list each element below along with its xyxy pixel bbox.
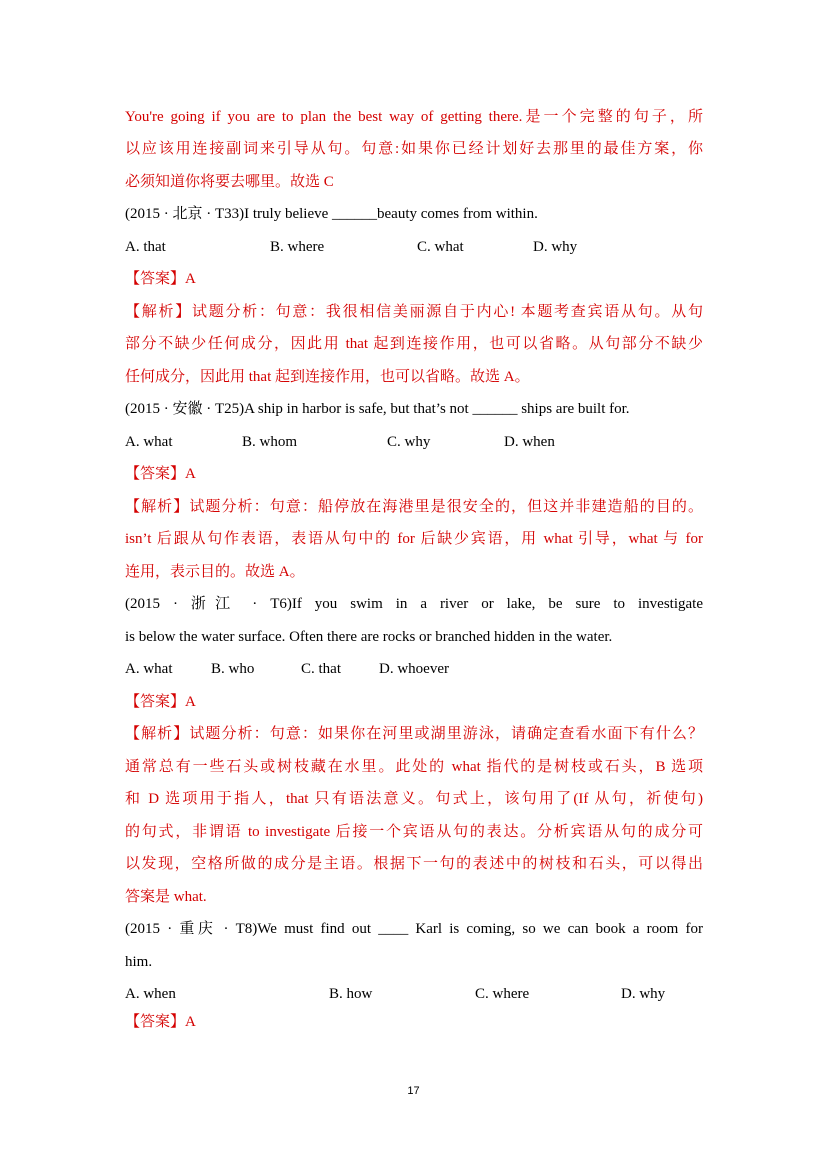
analysis-line: 答案是 what. bbox=[125, 889, 207, 905]
option-a: A. what bbox=[125, 661, 173, 677]
answer-label: 【答案】A bbox=[125, 1014, 196, 1030]
analysis-line: 通常总有一些石头或树枝藏在水里。此处的 what 指代的是树枝或石头，B 选项 bbox=[125, 759, 703, 775]
question-stem: (2015 · 浙江 · T6)If you swim in a river or lake, be sure to investigate bbox=[125, 596, 703, 612]
page-number: 17 bbox=[407, 1085, 420, 1097]
question-stem: (2015 · 北京 · T33)I truly believe ______beauty comes from within. bbox=[125, 206, 538, 222]
option-a: A. that bbox=[125, 239, 166, 255]
option-b: B. who bbox=[211, 661, 255, 677]
option-a: A. what bbox=[125, 434, 173, 450]
option-c: C. that bbox=[301, 661, 341, 677]
option-d: D. why bbox=[621, 986, 666, 1002]
option-b: B. whom bbox=[242, 434, 298, 450]
answer-label: 【答案】A bbox=[125, 271, 196, 287]
answer-label: 【答案】A bbox=[125, 466, 196, 482]
option-d: D. whoever bbox=[379, 661, 449, 677]
analysis-line: 以发现，空格所做的成分是主语。根据下一句的表述中的树枝和石头，可以得出 bbox=[125, 856, 703, 872]
analysis-line: 的句式，非谓语 to investigate 后接一个宾语从句的表达。分析宾语从句的成分可 bbox=[125, 824, 703, 840]
analysis-line: 必须知道你将要去哪里。故选 C bbox=[125, 174, 334, 190]
analysis-line: 【解析】试题分析：句意：如果你在河里或湖里游泳，请确定查看水面下有什么？ bbox=[125, 726, 703, 742]
option-d: D. why bbox=[533, 239, 578, 255]
question-stem: (2015 · 安徽 · T25)A ship in harbor is safe, but that’s not ______ ships are built for. bbox=[125, 401, 630, 417]
analysis-line: isn’t 后跟从句作表语，表语从句中的 for 后缺少宾语，用 what 引导，what 与 for bbox=[125, 531, 703, 547]
option-c: C. why bbox=[387, 434, 431, 450]
answer-label: 【答案】A bbox=[125, 694, 196, 710]
question-stem: (2015 · 重庆 · T8)We must find out ____ Karl is coming, so we can book a room for bbox=[125, 921, 703, 937]
analysis-line: 以应该用连接副词来引导从句。句意:如果你已经计划好去那里的最佳方案，你 bbox=[125, 141, 703, 157]
options-row bbox=[125, 432, 703, 452]
question-stem: him. bbox=[125, 954, 153, 970]
analysis-line: 【解析】试题分析：句意：船停放在海港里是很安全的，但这并非建造船的目的。 bbox=[125, 499, 703, 515]
analysis-line: 【解析】试题分析：句意：我很相信美丽源自于内心! 本题考查宾语从句。从句 bbox=[125, 304, 703, 320]
option-b: B. how bbox=[329, 986, 373, 1002]
option-a: A. when bbox=[125, 986, 176, 1002]
analysis-line: 连用，表示目的。故选 A。 bbox=[125, 564, 305, 580]
options-row bbox=[125, 659, 703, 679]
option-d: D. when bbox=[504, 434, 555, 450]
option-c: C. what bbox=[417, 239, 464, 255]
option-b: B. where bbox=[270, 239, 325, 255]
analysis-line: 和 D 选项用于指人，that 只有语法意义。句式上，该句用了(If 从句，祈使句) bbox=[125, 791, 703, 807]
options-row bbox=[125, 984, 703, 1004]
analysis-line: 部分不缺少任何成分，因此用 that 起到连接作用，也可以省略。从句部分不缺少 bbox=[125, 336, 703, 352]
options-row bbox=[125, 237, 703, 257]
analysis-line: 任何成分，因此用 that 起到连接作用，也可以省略。故选 A。 bbox=[125, 369, 530, 385]
option-c: C. where bbox=[475, 986, 530, 1002]
question-stem: is below the water surface. Often there are rocks or branched hidden in the water. bbox=[125, 629, 613, 645]
analysis-line: You're going if you are to plan the best way of getting there.是一个完整的句子，所 bbox=[125, 109, 703, 125]
